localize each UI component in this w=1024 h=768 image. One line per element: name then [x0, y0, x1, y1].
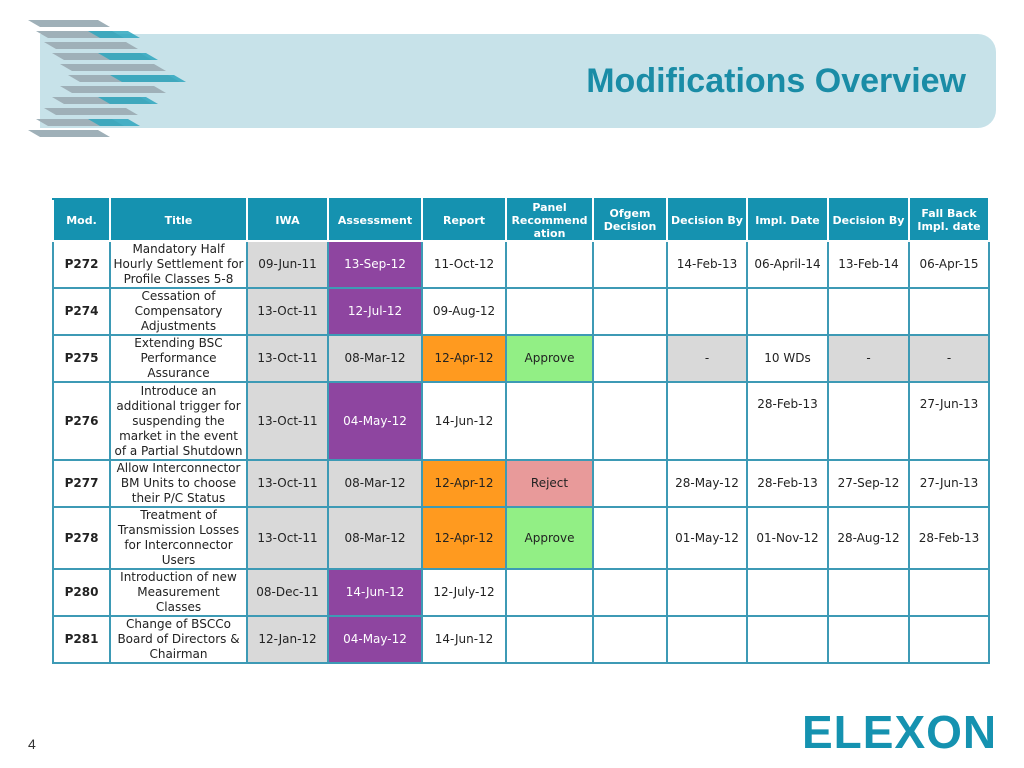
header-decision-by-2: Decision By [828, 199, 909, 241]
mod-cell: P281 [53, 616, 110, 663]
header-report: Report [422, 199, 506, 241]
report-cell: 14-Jun-12 [422, 616, 506, 663]
fallback-cell: 27-Jun-13 [909, 460, 989, 507]
fallback-cell: - [909, 335, 989, 382]
decision-by-2-cell: - [828, 335, 909, 382]
title-cell: Change of BSCCo Board of Directors & Chairman [110, 616, 247, 663]
fallback-cell [909, 616, 989, 663]
table-row [53, 241, 989, 288]
panel-cell [506, 241, 593, 288]
report-cell: 14-Jun-12 [422, 382, 506, 460]
iwa-cell: 13-Oct-11 [247, 460, 328, 507]
report-cell: 12-July-12 [422, 569, 506, 616]
header-impl-date: Impl. Date [747, 199, 828, 241]
iwa-cell: 13-Oct-11 [247, 335, 328, 382]
table-row [53, 616, 989, 663]
mod-cell: P280 [53, 569, 110, 616]
header-ofgem-decision: Ofgem Decision [593, 199, 667, 241]
report-cell: 12-Apr-12 [422, 460, 506, 507]
mod-cell: P278 [53, 507, 110, 569]
assessment-cell: 14-Jun-12 [328, 569, 422, 616]
title-cell: Extending BSC Performance Assurance [110, 335, 247, 382]
decision-by-cell: 14-Feb-13 [667, 241, 747, 288]
table-row [53, 335, 989, 382]
elexon-logo [802, 706, 1002, 756]
assessment-cell: 12-Jul-12 [328, 288, 422, 335]
ofgem-cell [593, 241, 667, 288]
mod-cell: P275 [53, 335, 110, 382]
iwa-cell: 12-Jan-12 [247, 616, 328, 663]
decision-by-cell [667, 382, 747, 460]
ofgem-cell [593, 382, 667, 460]
title-cell: Introduce an additional trigger for suspending the market in the event of a Partial Shutdown [110, 382, 247, 460]
header-panel-recommendation: Panel Recommend ation [506, 199, 593, 241]
panel-cell: Approve [506, 335, 593, 382]
impl-date-cell [747, 288, 828, 335]
report-cell: 12-Apr-12 [422, 507, 506, 569]
table-header-row [53, 199, 989, 241]
report-cell: 09-Aug-12 [422, 288, 506, 335]
iwa-cell: 13-Oct-11 [247, 507, 328, 569]
fallback-cell: 28-Feb-13 [909, 507, 989, 569]
decision-by-cell [667, 569, 747, 616]
table-row [53, 382, 989, 460]
report-cell: 12-Apr-12 [422, 335, 506, 382]
decision-by-2-cell: 28-Aug-12 [828, 507, 909, 569]
decision-by-cell: 28-May-12 [667, 460, 747, 507]
fallback-cell [909, 569, 989, 616]
assessment-cell: 13-Sep-12 [328, 241, 422, 288]
panel-cell [506, 288, 593, 335]
page-number: 4 [28, 736, 36, 752]
assessment-cell: 08-Mar-12 [328, 507, 422, 569]
ofgem-cell [593, 335, 667, 382]
decision-by-cell [667, 288, 747, 335]
fallback-cell: 27-Jun-13 [909, 382, 989, 460]
decision-by-2-cell: 27-Sep-12 [828, 460, 909, 507]
impl-date-cell: 10 WDs [747, 335, 828, 382]
mod-cell: P272 [53, 241, 110, 288]
impl-date-cell: 01-Nov-12 [747, 507, 828, 569]
decision-by-2-cell: 13-Feb-14 [828, 241, 909, 288]
ofgem-cell [593, 569, 667, 616]
title-cell: Treatment of Transmission Losses for Interconnector Users [110, 507, 247, 569]
panel-cell: Reject [506, 460, 593, 507]
iwa-cell: 13-Oct-11 [247, 382, 328, 460]
report-cell: 11-Oct-12 [422, 241, 506, 288]
ofgem-cell [593, 288, 667, 335]
table-row [53, 569, 989, 616]
ofgem-cell [593, 616, 667, 663]
decision-by-cell: 01-May-12 [667, 507, 747, 569]
elexon-x-mark-icon [18, 18, 198, 144]
elexon-logo-text: ELEXON [802, 706, 998, 756]
ofgem-cell [593, 507, 667, 569]
mod-cell: P276 [53, 382, 110, 460]
header-iwa: IWA [247, 199, 328, 241]
panel-cell [506, 616, 593, 663]
iwa-cell: 08-Dec-11 [247, 569, 328, 616]
assessment-cell: 08-Mar-12 [328, 335, 422, 382]
panel-cell [506, 382, 593, 460]
modifications-table [52, 198, 990, 664]
mod-cell: P277 [53, 460, 110, 507]
header-title: Title [110, 199, 247, 241]
impl-date-cell: 28-Feb-13 [747, 460, 828, 507]
mod-cell: P274 [53, 288, 110, 335]
assessment-cell: 08-Mar-12 [328, 460, 422, 507]
fallback-cell: 06-Apr-15 [909, 241, 989, 288]
title-cell: Mandatory Half Hourly Settlement for Profile Classes 5-8 [110, 241, 247, 288]
decision-by-2-cell [828, 382, 909, 460]
iwa-cell: 09-Jun-11 [247, 241, 328, 288]
header-assessment: Assessment [328, 199, 422, 241]
impl-date-cell [747, 616, 828, 663]
assessment-cell: 04-May-12 [328, 616, 422, 663]
header-decision-by: Decision By [667, 199, 747, 241]
ofgem-cell [593, 460, 667, 507]
fallback-cell [909, 288, 989, 335]
impl-date-cell: 28-Feb-13 [747, 382, 828, 460]
page-title: Modifications Overview [586, 62, 966, 100]
decision-by-cell: - [667, 335, 747, 382]
title-cell: Introduction of new Measurement Classes [110, 569, 247, 616]
decision-by-cell [667, 616, 747, 663]
decision-by-2-cell [828, 288, 909, 335]
panel-cell [506, 569, 593, 616]
title-cell: Cessation of Compensatory Adjustments [110, 288, 247, 335]
header-fallback-impl-date: Fall Back Impl. date [909, 199, 989, 241]
table-row [53, 507, 989, 569]
table-row [53, 288, 989, 335]
impl-date-cell [747, 569, 828, 616]
decision-by-2-cell [828, 569, 909, 616]
impl-date-cell: 06-April-14 [747, 241, 828, 288]
iwa-cell: 13-Oct-11 [247, 288, 328, 335]
assessment-cell: 04-May-12 [328, 382, 422, 460]
table-row [53, 460, 989, 507]
decision-by-2-cell [828, 616, 909, 663]
title-cell: Allow Interconnector BM Units to choose their P/C Status [110, 460, 247, 507]
panel-cell: Approve [506, 507, 593, 569]
header-mod: Mod. [53, 199, 110, 241]
